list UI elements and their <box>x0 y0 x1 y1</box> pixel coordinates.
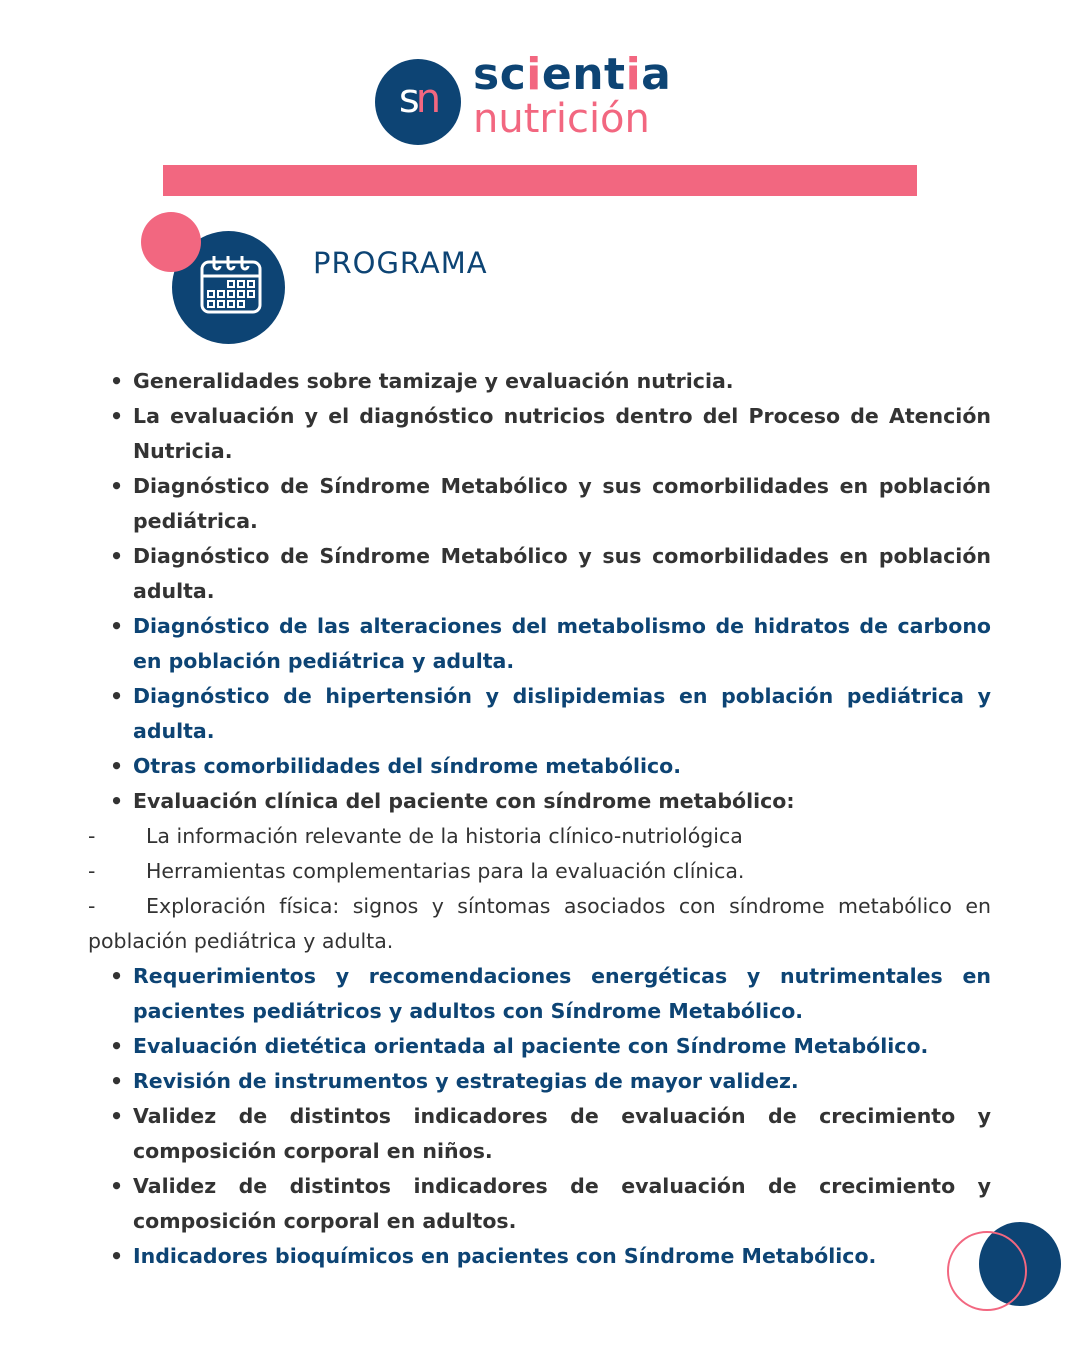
brand-logo <box>375 49 695 146</box>
list-item: • Diagnóstico de Síndrome Metabólico y sus comorbilidades en población pediátrica. <box>88 469 991 539</box>
list-item: • Diagnóstico de las alteraciones del metabolismo de hidratos de carbono en población pediátrica y adulta. <box>88 609 991 679</box>
list-item: • Generalidades sobre tamizaje y evaluación nutricia. <box>88 364 991 399</box>
section-icon-group <box>141 212 287 348</box>
program-content <box>88 364 991 1274</box>
decorative-circles <box>947 1222 1067 1322</box>
sub-list-item: - Exploración física: signos y síntomas asociados con síndrome metabólico en población pediátrica y adulta. <box>88 894 991 953</box>
list-item: • Validez de distintos indicadores de evaluación de crecimiento y composición corporal en adultos. <box>88 1169 991 1239</box>
sub-list-item: - La información relevante de la historia clínico-nutriológica <box>88 824 743 848</box>
list-item: • Revisión de instrumentos y estrategias de mayor validez. <box>88 1064 991 1099</box>
decorative-dot <box>141 212 201 272</box>
list-item: • Evaluación clínica del paciente con síndrome metabólico: <box>88 784 991 819</box>
list-item: • Validez de distintos indicadores de evaluación de crecimiento y composición corporal en niños. <box>88 1099 991 1169</box>
list-item: • Diagnóstico de hipertensión y dislipidemias en población pediátrica y adulta. <box>88 679 991 749</box>
decorative-ring <box>947 1231 1027 1311</box>
logo-wordmark-bottom: nutrición <box>473 96 650 142</box>
section-title: PROGRAMA <box>313 246 488 280</box>
list-item: • Otras comorbilidades del síndrome metabólico. <box>88 749 991 784</box>
logo-wordmark-top: scientia <box>473 49 672 100</box>
list-item: • Indicadores bioquímicos en pacientes con Síndrome Metabólico. <box>88 1239 991 1274</box>
list-item: • La evaluación y el diagnóstico nutricios dentro del Proceso de Atención Nutricia. <box>88 399 991 469</box>
sub-list-item: - Herramientas complementarias para la evaluación clínica. <box>88 859 745 883</box>
header-divider-bar <box>163 165 917 196</box>
calendar-icon <box>196 250 266 320</box>
logo-monogram: s n <box>398 76 438 122</box>
list-item: • Requerimientos y recomendaciones energéticas y nutrimentales en pacientes pediátricos y adultos con Síndrome Metabólico. <box>88 959 991 1029</box>
list-item: • Diagnóstico de Síndrome Metabólico y sus comorbilidades en población adulta. <box>88 539 991 609</box>
list-item: • Evaluación dietética orientada al paciente con Síndrome Metabólico. <box>88 1029 991 1064</box>
